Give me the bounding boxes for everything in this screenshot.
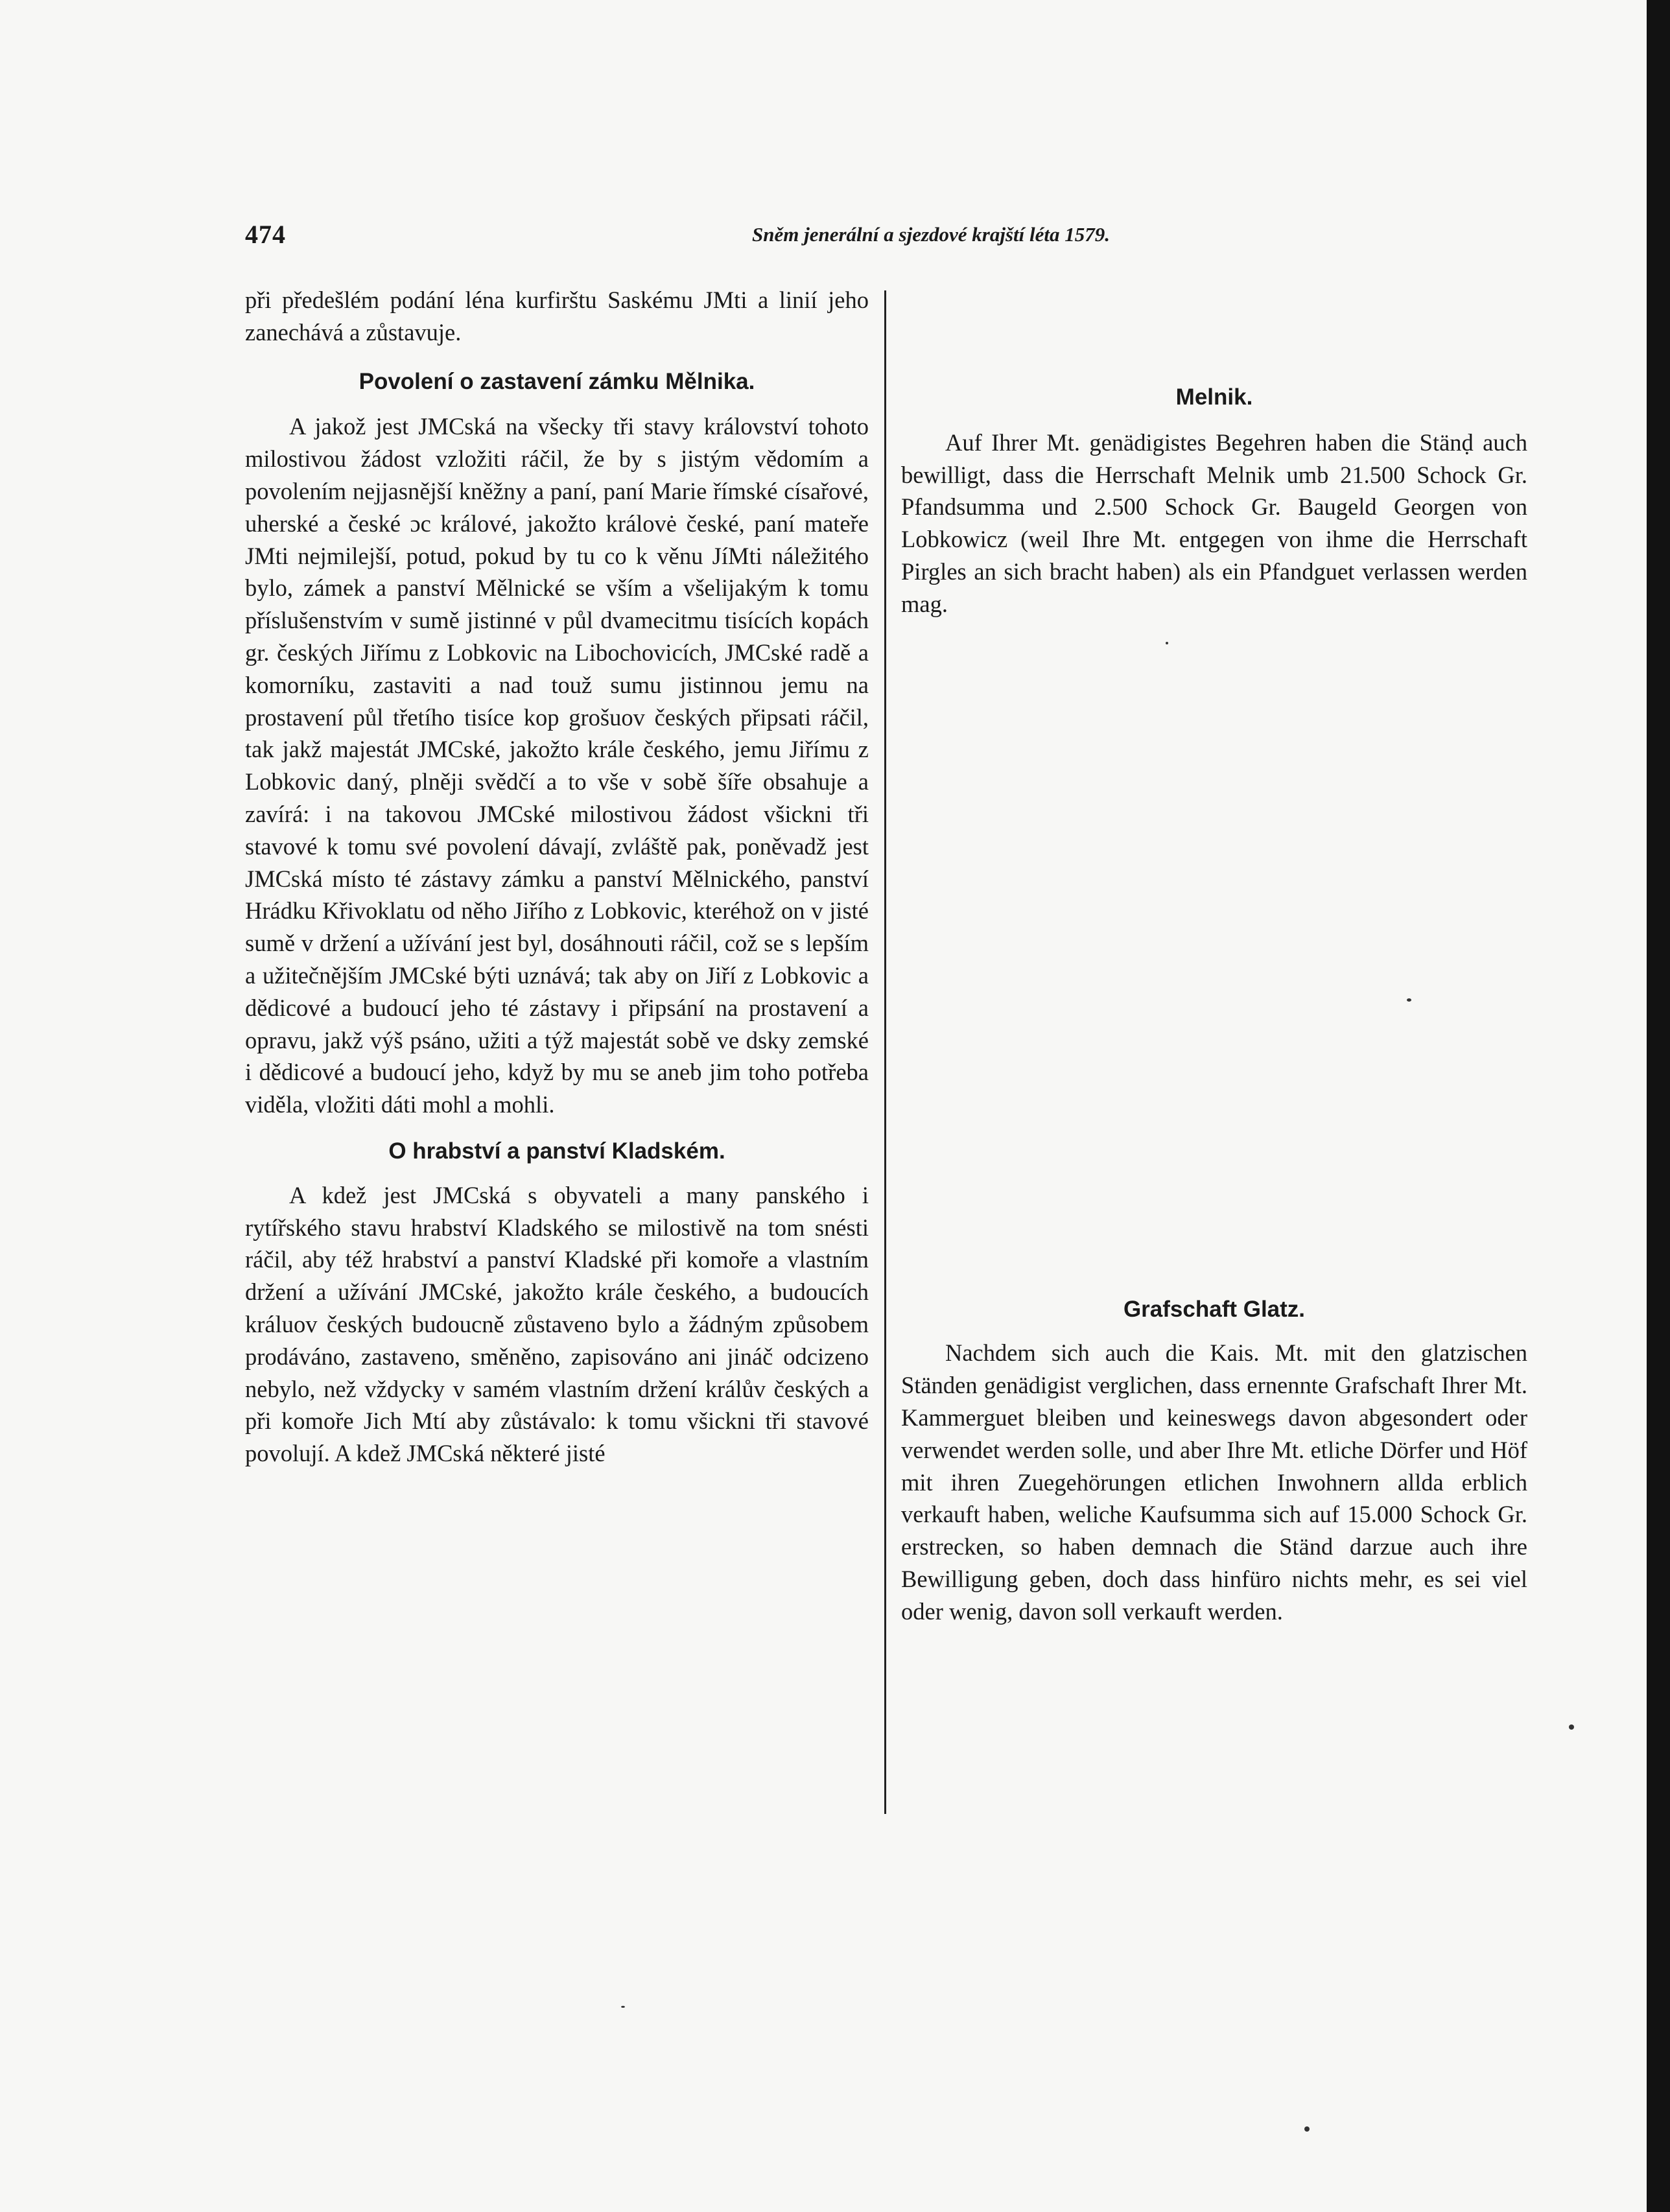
running-title: Sněm jenerální a sjezdové krajští léta 1579. (752, 223, 1110, 246)
section-heading-kladsko-cz: O hrabství a panství Kladském. (388, 1138, 725, 1164)
column-divider (884, 290, 886, 1814)
paragraph-melnik-de: Auf Ihrer Mt. genädigistes Begehren haben die Stänḍ auch bewilligt, dass die Herrschaft Melnik umb 21.500 Schock Gr. Pfandsumma und 2.500 Schock Gr. Baugeld Georgen von Lobkowicz (weil Ihre Mt. entgegen von ihme die Herrschaft Pirgles an sich bracht haben) als ein Pfandguet verlassen werden mag. (901, 429, 1527, 617)
print-speck (1569, 1724, 1574, 1730)
czech-column (245, 284, 869, 1470)
section-heading-melnik-cz: Povolení o zastavení zámku Mělnika. (359, 368, 755, 394)
print-speck (1407, 998, 1411, 1002)
print-speck (1304, 2126, 1310, 2132)
german-column (901, 284, 1527, 1628)
paragraph-glatz-de: Nachdem sich auch die Kais. Mt. mit den glatzischen Ständen genädigist verglichen, dass ernennte Grafschaft Ihrer Mt. Kammerguet bleiben und keineswegs davon abgesondert oder verwendet werden solle, und aber Ihre Mt. etliche Dörfer und Höf mit ihren Zuegehörungen etlichen Inwohnern allda erblich verkauft haben, weliche Kaufsumma sich auf 15.000 Schock Gr. erstrecken, so haben demnach die Ständ darzue auch ihre Bewilligung geben, doch dass hinfüro nichts mehr, es sei viel oder wenig, davon soll verkauft werden. (901, 1339, 1527, 1625)
intro-paragraph: při předešlém podání léna kurfirštu Saskému JMti a linií jeho zanechává a zůstavuje. (245, 287, 869, 346)
page-number: 474 (245, 220, 286, 249)
section-heading-melnik-de: Melnik. (1175, 384, 1253, 410)
paragraph-kladsko-cz: A kdež jest JMCská s obyvateli a many panského i rytířského stavu hrabství Kladského se milostivě na tom snésti ráčil, aby též hrabství a panství Kladské při komoře a vlastním držení a užívání JMCské, jakožto krále českého, a budoucích králuov českých budoucně zůstaveno bylo a žádným způsobem prodáváno, zastaveno, směněno, zapisováno ani jináč odcizeno nebylo, než vždycky v samém vlastním držení králův českých a při komoře Jich Mtí aby zůstávalo: k tomu všickni tři stavové povolují. A kdež JMCská některé jisté (245, 1181, 869, 1467)
scan-edge (1647, 0, 1670, 2212)
print-speck (621, 2006, 625, 2008)
section-heading-glatz-de: Grafschaft Glatz. (1123, 1296, 1306, 1322)
page-header (245, 219, 1110, 258)
print-speck (1166, 642, 1168, 644)
paragraph-melnik-cz: A jakož jest JMCská na všecky tři stavy království tohoto milostivou žádost vzložiti ráčil, že by s jistým vědomím a povolením nejjasnější kněžny a paní, paní Marie římské císařové, uherské a české ɔc králové, jakožto královė české, paní mateře JMti nejmilejší, potud, pokud by tu co k věnu JíMti náležitého bylo, zámek a panství Mělnické se vším a všelijakým k tomu příslušenstvím v sumě jistinné v půl dvamecitmu tisících kopách gr. českých Jiřímu z Lobkovic na Libochovicích, JMCské radě a komorníku, zastaviti a nad touž sumu jistinnou jemu na prostavení půl třetího tisíce kop grošuov českých připsati ráčil, tak jakž majestát JMCské, jakožto krále českého, jemu Jiřímu z Lobkovic daný, plněji svědčí a to vše v sobě šíře obsahuje a zavírá: i na takovou JMCské milostivou žádost všickni tři stavové k tomu své povolení dávají, zvláště pak, poněvadž jest JMCská místo té zástavy zámku a panství Mělnického, panství Hrádku Křivoklatu od něho Jiřího z Lobkovic, kteréhož on v jisté sumě v držení a užívání jest byl, dosáhnouti ráčil, což se s lepším a užitečnějším JMCské býti uznává; tak aby on Jiří z Lobkovic a dědicové a budoucí jeho té zástavy i připsání na prostavení a opravu, jakž výš psáno, užiti a týž majestát sobě ve dsky zemské i dědicové a budoucí jeho, když by mu se aneb jim toho potřeba viděla, vložiti dáti mohl a mohli. (245, 413, 869, 1118)
